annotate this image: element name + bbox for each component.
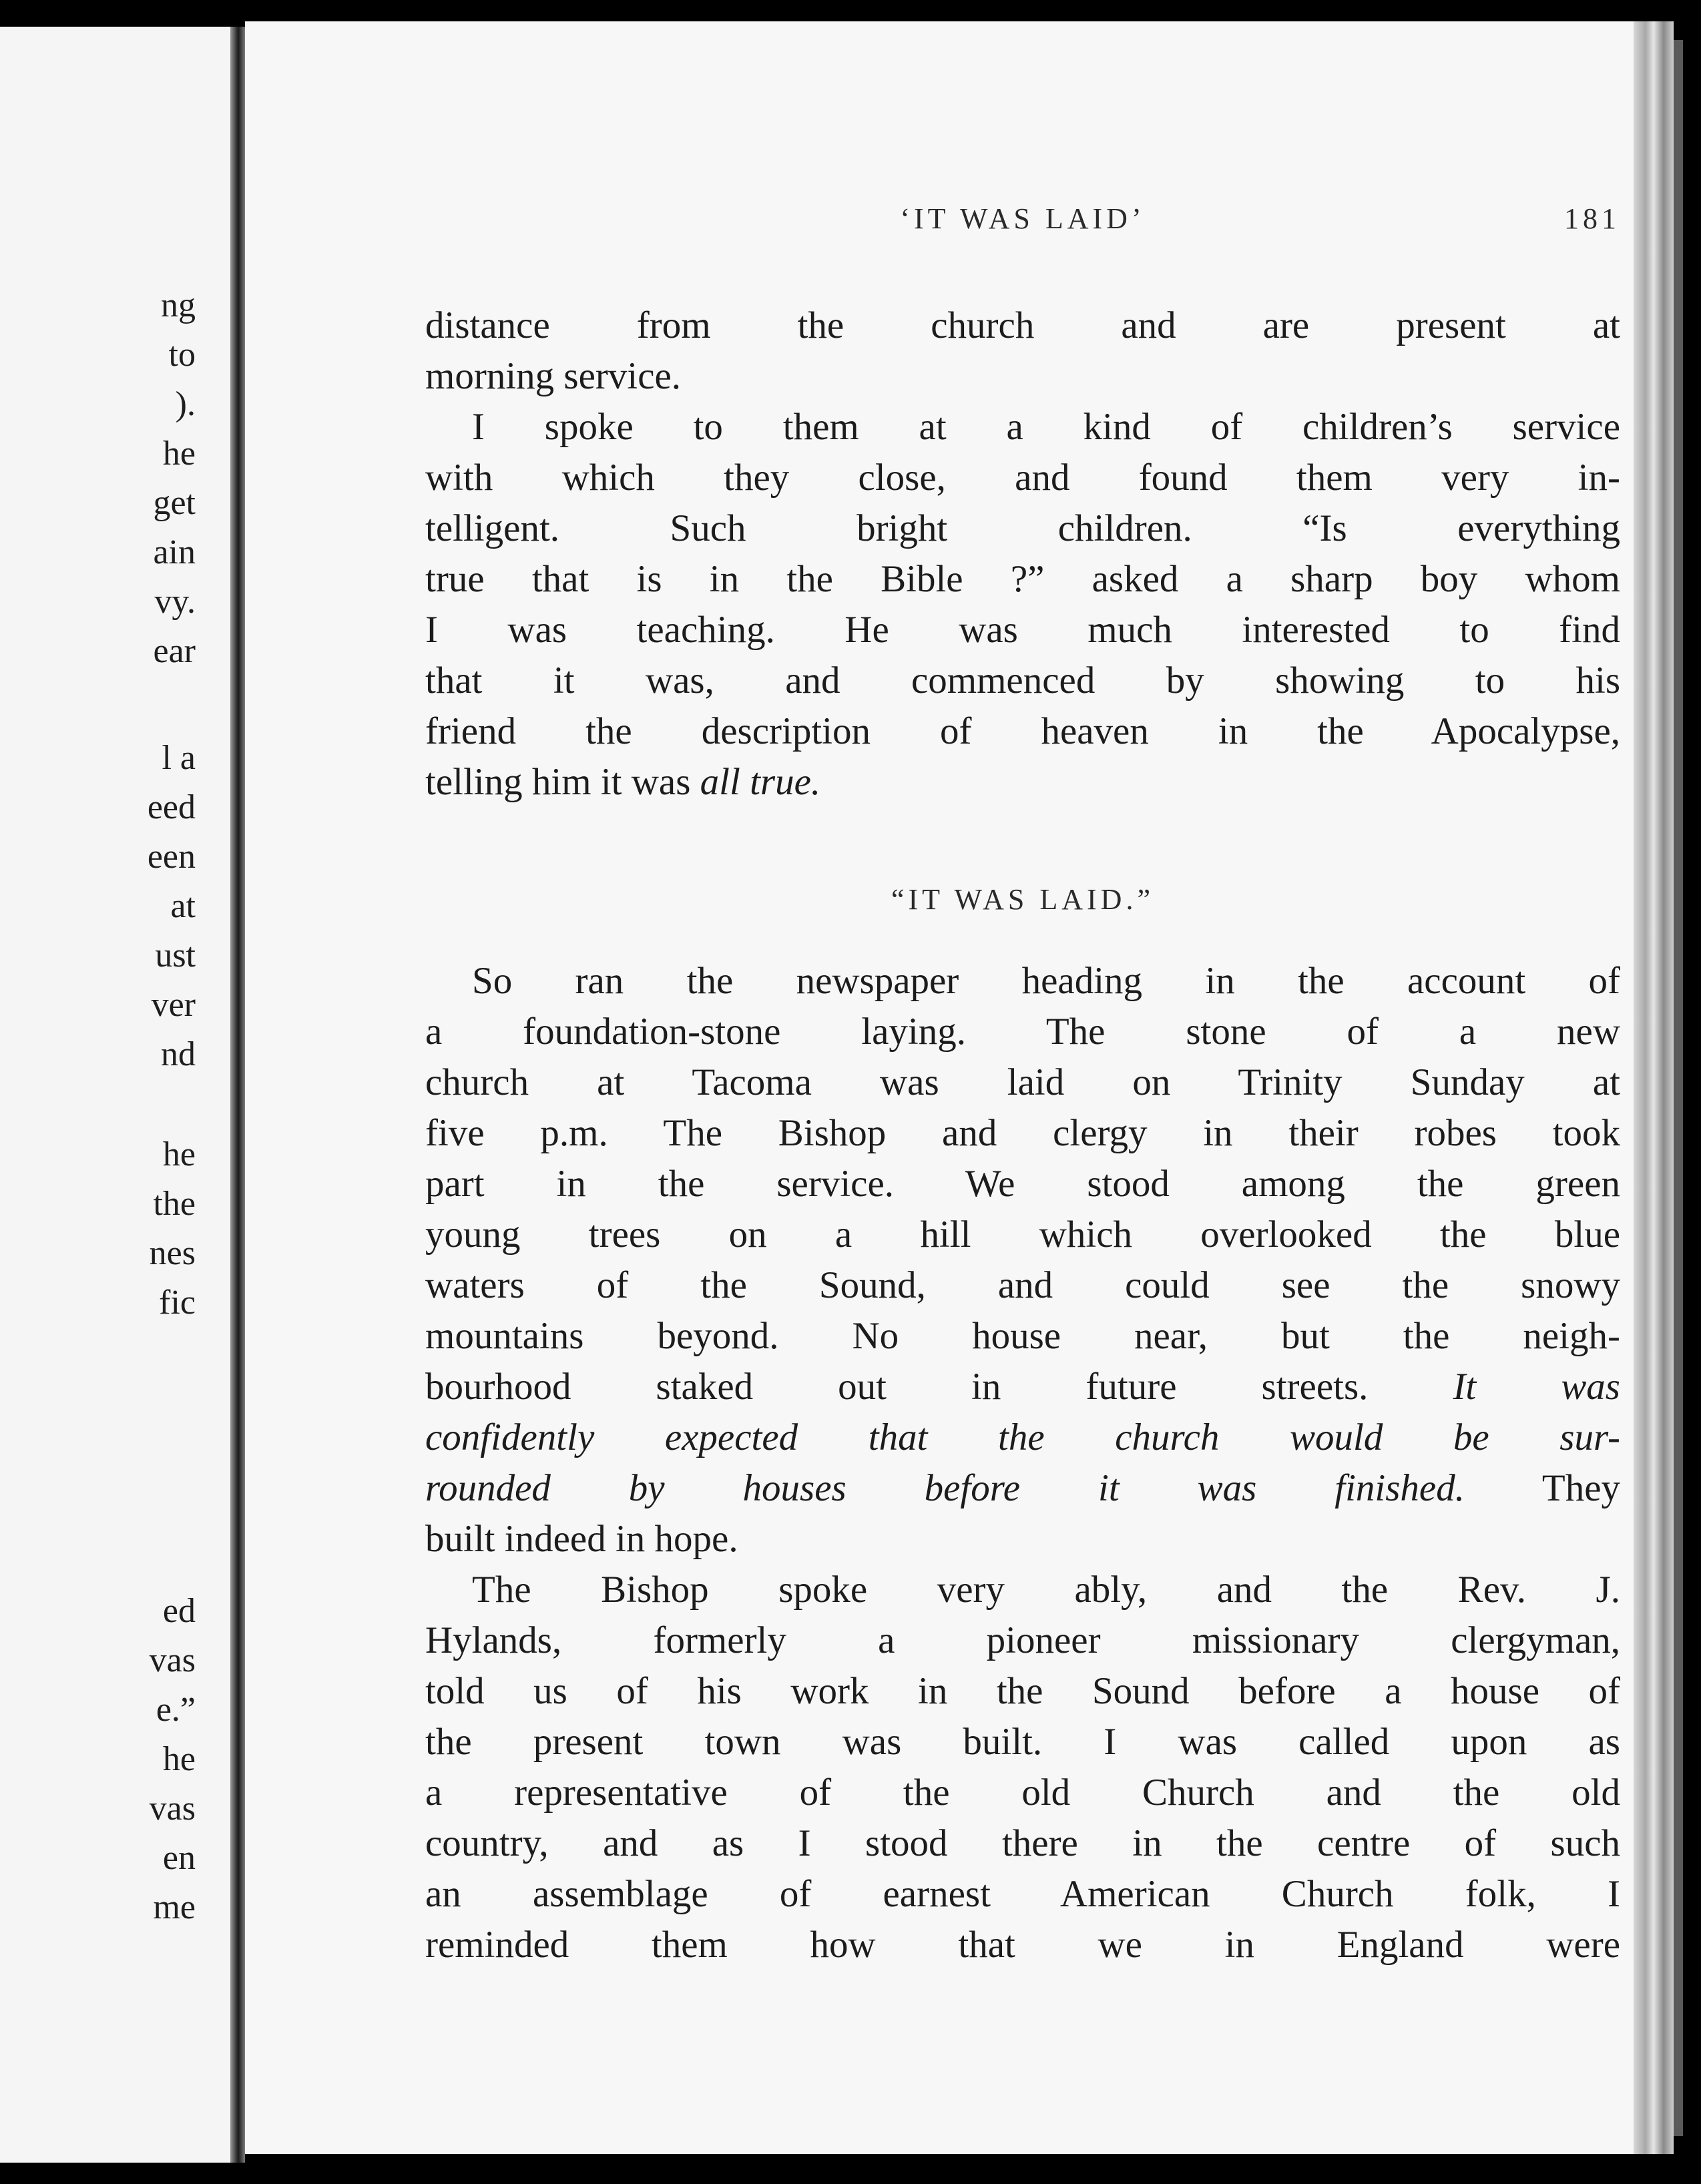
left-fragment: ed	[162, 1592, 196, 1630]
running-head-title: ‘IT WAS LAID’	[900, 202, 1146, 235]
text-line: a foundation-stone laying. The stone of a new	[425, 1011, 1620, 1053]
text-line: the present town was built. I was called upon as	[425, 1721, 1620, 1763]
text-line: five p.m. The Bishop and clergy in their robes took	[425, 1112, 1620, 1154]
left-fragment: fic	[159, 1284, 196, 1322]
page-number: 181	[1564, 202, 1620, 235]
left-fragment: en	[162, 1839, 196, 1877]
left-fragment: ng	[161, 286, 196, 324]
text-line: an assemblage of earnest American Church folk, I	[425, 1873, 1620, 1915]
text-line: with which they close, and found them very in-	[425, 457, 1620, 499]
italic-text: confidently expected that the church would be sur-	[425, 1416, 1620, 1458]
text-line: friend the description of heaven in the Apocalypse,	[425, 710, 1620, 752]
left-fragment: get	[153, 484, 196, 522]
left-fragment: l a	[162, 739, 196, 777]
text-line	[425, 1463, 1620, 1514]
left-fragment: vy.	[154, 583, 196, 621]
text-line: country, and as I stood there in the centre of such	[425, 1822, 1620, 1864]
text-span: bourhood staked out in future streets.	[425, 1366, 1453, 1408]
left-fragment: ain	[153, 533, 196, 571]
left-fragment: at	[170, 887, 196, 925]
text-line: told us of his work in the Sound before a house of	[425, 1670, 1620, 1712]
left-fragment: ear	[153, 632, 196, 670]
left-fragment: eed	[147, 788, 196, 826]
text-line: young trees on a hill which overlooked the blue	[425, 1213, 1620, 1256]
left-fragment: he	[162, 435, 196, 473]
text-line	[425, 1412, 1620, 1463]
text-line: telligent. Such bright children. “Is everything	[425, 507, 1620, 549]
text-line: mountains beyond. No house near, but the neigh-	[425, 1315, 1620, 1357]
text-line: I was teaching. He was much interested to find	[425, 609, 1620, 651]
text-line: a representative of the old Church and the old	[425, 1771, 1620, 1814]
left-fragment: nes	[149, 1234, 196, 1272]
text-line: part in the service. We stood among the green	[425, 1163, 1620, 1205]
text-line: church at Tacoma was laid on Trinity Sunday at	[425, 1061, 1620, 1103]
left-fragment: ust	[155, 936, 196, 975]
text-line: Hylands, formerly a pioneer missionary clergyman,	[425, 1619, 1620, 1661]
text-line	[425, 1362, 1620, 1412]
left-fragment: the	[153, 1185, 196, 1223]
text-line	[425, 757, 1620, 808]
text-line: morning service.	[425, 355, 682, 397]
italic-text: It was	[1453, 1366, 1620, 1408]
left-fragment: nd	[161, 1035, 196, 1073]
text-line: built indeed in hope.	[425, 1518, 738, 1560]
text-span: telling him it was	[425, 761, 700, 803]
left-page	[0, 27, 230, 2163]
left-fragment: vas	[149, 1641, 196, 1679]
left-fragment: ver	[151, 986, 196, 1024]
text-span: They	[1464, 1467, 1620, 1509]
left-fragment: ).	[175, 385, 196, 423]
page-edges	[1634, 21, 1674, 2154]
running-head	[425, 202, 1620, 248]
text-line: distance from the church and are present at	[425, 304, 1620, 346]
text-line: I spoke to them at a kind of children’s service	[472, 406, 1620, 448]
text-line: The Bishop spoke very ably, and the Rev. J.	[472, 1569, 1620, 1611]
section-heading: “IT WAS LAID.”	[891, 883, 1154, 916]
text-line: true that is in the Bible ?” asked a sharp boy whom	[425, 558, 1620, 600]
book-cover-edge	[1674, 40, 1683, 2136]
left-fragment: he	[162, 1135, 196, 1173]
italic-text: rounded by houses before it was finished.	[425, 1467, 1465, 1509]
left-fragment: to	[168, 336, 196, 374]
italic-text: all true.	[700, 761, 821, 803]
text-line: reminded them how that we in England were	[425, 1924, 1620, 1966]
book-gutter	[230, 27, 245, 2163]
left-fragment: me	[153, 1888, 196, 1926]
text-line: that it was, and commenced by showing to his	[425, 659, 1620, 702]
left-fragment: he	[162, 1740, 196, 1778]
text-line: waters of the Sound, and could see the snowy	[425, 1264, 1620, 1306]
text-line: So ran the newspaper heading in the account of	[472, 960, 1620, 1002]
left-fragment: e.”	[156, 1691, 196, 1729]
right-page	[245, 21, 1634, 2154]
left-fragment: een	[147, 838, 196, 876]
left-fragment: vas	[149, 1790, 196, 1828]
